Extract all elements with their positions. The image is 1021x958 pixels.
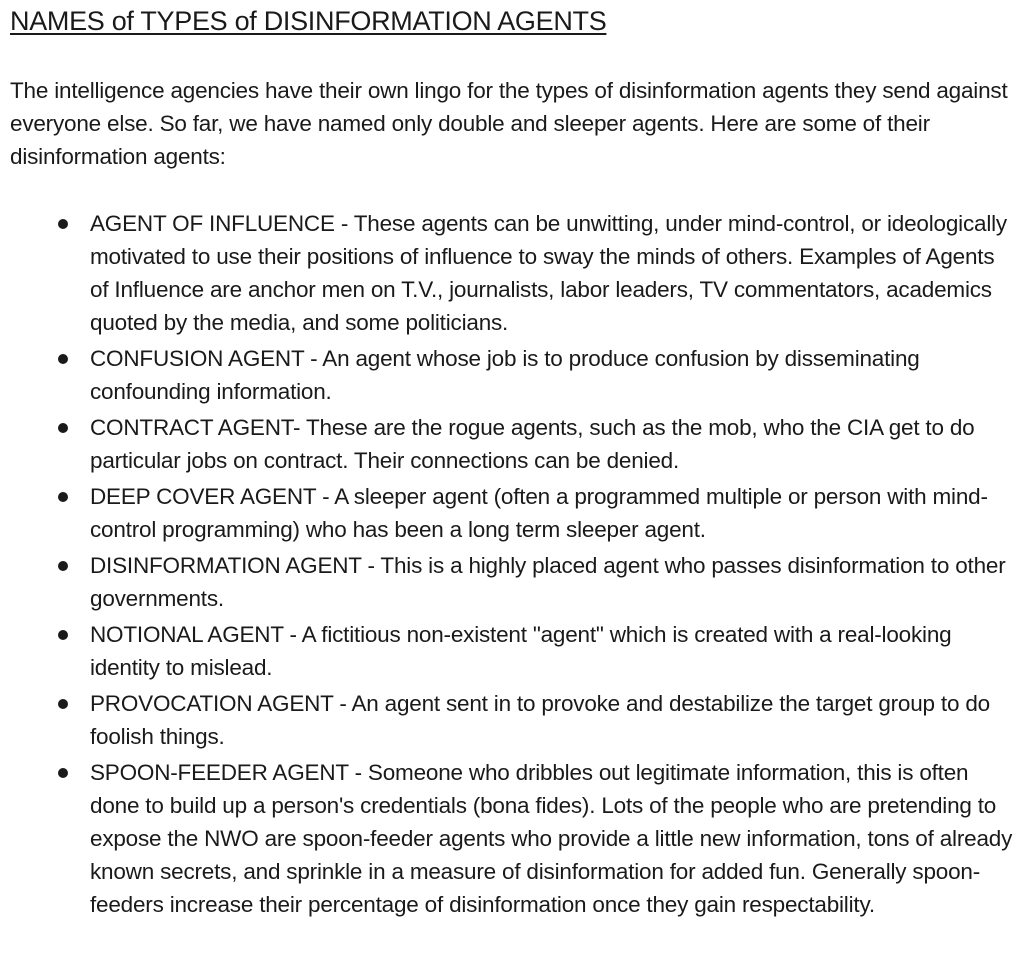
bullet-icon	[58, 354, 68, 364]
list-item	[10, 549, 1018, 615]
list-item	[10, 207, 1018, 339]
list-item-text: CONTRACT AGENT- These are the rogue agents, such as the mob, who the CIA get to do particular jobs on contract. Their connections can be denied.	[90, 415, 975, 473]
list-item	[10, 756, 1018, 921]
bullet-icon	[58, 768, 68, 778]
page-title: NAMES of TYPES of DISINFORMATION AGENTS	[10, 6, 607, 36]
agent-type-list	[10, 207, 1018, 921]
bullet-icon	[58, 630, 68, 640]
list-item-text: DISINFORMATION AGENT - This is a highly placed agent who passes disinformation to other governments.	[90, 553, 1006, 611]
bullet-icon	[58, 219, 68, 229]
list-item-text: SPOON-FEEDER AGENT - Someone who dribbles out legitimate information, this is often done to build up a person's credentials (bona fides). Lots of the people who are pretending to expose the NWO are spoon-feeder agents who provide a little new information, tons of already known secrets, and sprinkle in a measure of disinformation for added fun. Generally spoon-feeders increase their percentage of disinformation once they gain respectability.	[90, 760, 1013, 917]
intro-paragraph: The intelligence agencies have their own lingo for the types of disinformation agents they send against everyone else. So far, we have named only double and sleeper agents. Here are some of their disinformation agents:	[10, 78, 1008, 169]
list-item-text: DEEP COVER AGENT - A sleeper agent (often a programmed multiple or person with mind-control programming) who has been a long term sleeper agent.	[90, 484, 988, 542]
list-item-text: PROVOCATION AGENT - An agent sent in to provoke and destabilize the target group to do foolish things.	[90, 691, 990, 749]
list-item-text: NOTIONAL AGENT - A fictitious non-existent "agent" which is created with a real-looking identity to mislead.	[90, 622, 952, 680]
list-item-text: AGENT OF INFLUENCE - These agents can be unwitting, under mind-control, or ideologically motivated to use their positions of influence to sway the minds of others. Examples of Agents of Influence are anchor men on T.V., journalists, labor leaders, TV commentators, academics quoted by the media, and some politicians.	[90, 211, 1007, 335]
list-item	[10, 342, 1018, 408]
bullet-icon	[58, 561, 68, 571]
list-item-text: CONFUSION AGENT - An agent whose job is to produce confusion by disseminating confounding information.	[90, 346, 920, 404]
document	[10, 0, 1018, 924]
list-item	[10, 480, 1018, 546]
bullet-icon	[58, 423, 68, 433]
list-item	[10, 687, 1018, 753]
bullet-icon	[58, 492, 68, 502]
list-item	[10, 618, 1018, 684]
bullet-icon	[58, 699, 68, 709]
list-item	[10, 411, 1018, 477]
